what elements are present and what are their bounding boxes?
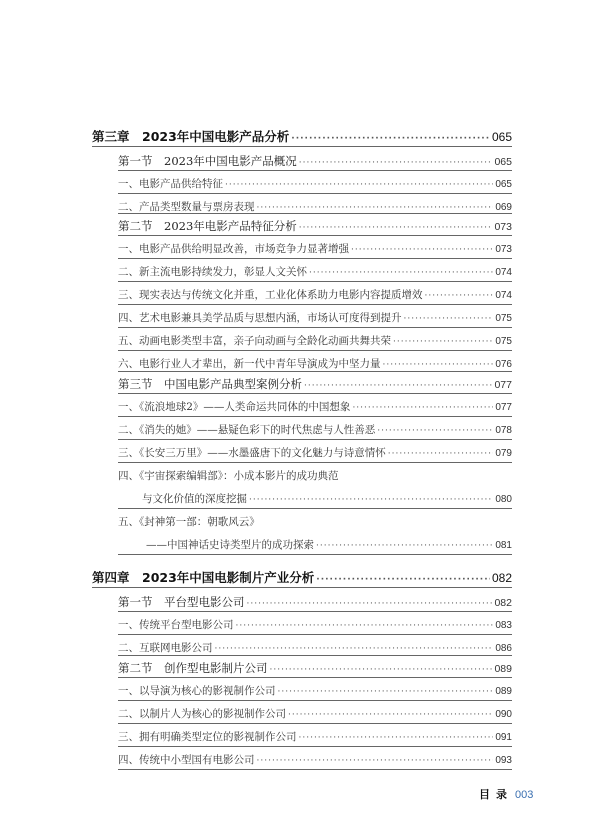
- leader-dots: [249, 495, 493, 505]
- divider: [118, 371, 512, 372]
- divider: [118, 723, 512, 724]
- page-footer: [479, 786, 533, 802]
- item-title: 一、传统平台型电影公司: [118, 619, 234, 631]
- section-title: 第三节 中国电影产品典型案例分析: [118, 377, 302, 391]
- page-number: 074: [495, 267, 512, 278]
- toc-item[interactable]: [118, 356, 512, 371]
- leader-dots: [316, 541, 493, 551]
- page-number: 091: [495, 732, 512, 743]
- leader-dots: [299, 733, 494, 743]
- toc-item[interactable]: [118, 706, 512, 721]
- leader-dots: [351, 245, 493, 255]
- section-title: 第一节 平台型电影公司: [118, 595, 245, 609]
- page-number: 065: [495, 179, 512, 190]
- page-number: 080: [495, 494, 512, 505]
- leader-dots: [304, 381, 492, 391]
- divider: [118, 554, 512, 555]
- toc-item[interactable]: [118, 617, 512, 632]
- leader-dots: [257, 756, 494, 766]
- divider: [118, 769, 512, 770]
- page-number: 090: [495, 709, 512, 720]
- item-title: 二、《消失的她》——悬疑色彩下的时代焦虑与人性善恶: [118, 424, 376, 436]
- item-title: 一、电影产品供给特征: [118, 178, 223, 190]
- toc-item[interactable]: [118, 468, 512, 483]
- toc-item[interactable]: [118, 287, 512, 302]
- item-title: 四、艺术电影兼具美学品质与思想内涵，市场认可度得到提升: [118, 312, 402, 324]
- toc-item-continuation[interactable]: [142, 491, 512, 506]
- toc-item-continuation[interactable]: [146, 537, 512, 552]
- item-title: 三、《长安三万里》——水墨盛唐下的文化魅力与诗意情怀: [118, 447, 386, 459]
- divider: [118, 508, 512, 509]
- leader-dots: [316, 575, 490, 585]
- section-title: 第二节 2023年电影产品特征分析: [118, 219, 297, 233]
- item-title: 五、《封神第一部：朝歌风云》: [118, 516, 260, 528]
- divider: [118, 170, 512, 171]
- divider: [118, 213, 512, 214]
- toc-item[interactable]: [118, 422, 512, 437]
- toc-chapter-3[interactable]: [92, 127, 512, 145]
- toc-item[interactable]: [118, 640, 512, 655]
- divider: [92, 587, 512, 588]
- divider: [118, 700, 512, 701]
- toc-section[interactable]: [118, 660, 512, 676]
- divider: [118, 350, 512, 351]
- toc-item[interactable]: [118, 241, 512, 256]
- section-title: 第一节 2023年中国电影产品概况: [118, 154, 297, 168]
- divider: [118, 634, 512, 635]
- toc-item[interactable]: [118, 310, 512, 325]
- leader-dots: [404, 314, 494, 324]
- page-number: 078: [495, 425, 512, 436]
- toc-item[interactable]: [118, 264, 512, 279]
- leader-dots: [383, 360, 494, 370]
- toc-item[interactable]: [118, 399, 512, 414]
- chapter-title: 第三章 2023年中国电影产品分析: [92, 129, 290, 144]
- divider: [92, 146, 512, 147]
- page-number: 082: [491, 571, 512, 585]
- divider: [118, 327, 512, 328]
- divider: [118, 393, 512, 394]
- chapter-title: 第四章 2023年中国电影制片产业分析: [92, 570, 315, 585]
- item-title: 四、传统中小型国有电影公司: [118, 754, 255, 766]
- toc-item[interactable]: [118, 729, 512, 744]
- page-number: 065: [494, 156, 512, 168]
- page-number: 073: [494, 221, 512, 233]
- page-number: 089: [495, 686, 512, 697]
- leader-dots: [247, 599, 493, 609]
- page-number: 089: [494, 663, 512, 675]
- page-number: 073: [495, 244, 512, 255]
- item-title: 与文化价值的深度挖掘: [142, 493, 247, 505]
- footer-label: 目录: [479, 788, 513, 801]
- divider: [118, 439, 512, 440]
- leader-dots: [225, 180, 493, 190]
- item-title: 四、《宇宙探索编辑部》：小成本影片的成功典范: [118, 470, 339, 482]
- leader-dots: [215, 644, 494, 654]
- page-number: 074: [495, 290, 512, 301]
- divider: [118, 235, 512, 236]
- page-number: 076: [495, 359, 512, 370]
- item-title: 二、产品类型数量与票房表现: [118, 201, 255, 213]
- leader-dots: [352, 403, 493, 413]
- page-number: 077: [495, 402, 512, 413]
- page-number: 075: [495, 336, 512, 347]
- leader-dots: [393, 337, 493, 347]
- leader-dots: [299, 158, 493, 168]
- toc-chapter-4[interactable]: [92, 568, 512, 586]
- divider: [118, 611, 512, 612]
- toc-item[interactable]: [118, 199, 512, 214]
- item-title: 二、互联网电影公司: [118, 642, 213, 654]
- leader-dots: [257, 203, 494, 213]
- page-number: 079: [495, 448, 512, 459]
- divider: [118, 193, 512, 194]
- page-number: 065: [491, 130, 512, 144]
- leader-dots: [270, 665, 493, 675]
- toc-item[interactable]: [118, 445, 512, 460]
- divider: [118, 462, 512, 463]
- divider: [118, 258, 512, 259]
- toc-section[interactable]: [118, 594, 512, 610]
- item-title: 二、以制片人为核心的影视制作公司: [118, 708, 286, 720]
- divider: [118, 677, 512, 678]
- item-title: 一、以导演为核心的影视制作公司: [118, 685, 276, 697]
- leader-dots: [309, 268, 493, 278]
- page-number: 081: [495, 540, 512, 551]
- page-number: 069: [495, 202, 512, 213]
- item-title: 一、《流浪地球2》——人类命运共同体的中国想象: [118, 401, 351, 413]
- toc-item[interactable]: [118, 752, 512, 767]
- leader-dots: [278, 687, 494, 697]
- item-title: 一、电影产品供给明显改善，市场竞争力显著增强: [118, 243, 349, 255]
- toc-item[interactable]: [118, 176, 512, 191]
- divider: [118, 304, 512, 305]
- page-number: 093: [495, 755, 512, 766]
- item-title: 二、新主流电影持续发力，彰显人文关怀: [118, 266, 307, 278]
- page-number: 086: [495, 643, 512, 654]
- item-title: 三、拥有明确类型定位的影视制作公司: [118, 731, 297, 743]
- leader-dots: [288, 710, 493, 720]
- toc-item[interactable]: [118, 333, 512, 348]
- divider: [118, 281, 512, 282]
- divider: [118, 746, 512, 747]
- toc-item[interactable]: [118, 514, 512, 529]
- toc-section[interactable]: [118, 376, 512, 392]
- leader-dots: [425, 291, 494, 301]
- page-number: 075: [495, 313, 512, 324]
- leader-dots: [291, 134, 490, 144]
- leader-dots: [377, 426, 493, 436]
- toc-section[interactable]: [118, 153, 512, 169]
- item-title: 六、电影行业人才辈出，新一代中青年导演成为中坚力量: [118, 358, 381, 370]
- toc-section[interactable]: [118, 218, 512, 234]
- page-number: 077: [494, 379, 512, 391]
- footer-page-number: 003: [515, 789, 534, 801]
- page-number: 083: [495, 620, 512, 631]
- divider: [118, 655, 512, 656]
- leader-dots: [388, 449, 494, 459]
- page-number: 082: [494, 597, 512, 609]
- leader-dots: [299, 223, 493, 233]
- item-title: 三、现实表达与传统文化并重，工业化体系助力电影内容提质增效: [118, 289, 423, 301]
- divider: [118, 416, 512, 417]
- item-title: 五、动画电影类型丰富，亲子向动画与全龄化动画共舞共荣: [118, 335, 391, 347]
- toc-item[interactable]: [118, 683, 512, 698]
- section-title: 第二节 创作型电影制片公司: [118, 661, 268, 675]
- item-title: ——中国神话史诗类型片的成功探索: [146, 539, 314, 551]
- leader-dots: [236, 621, 494, 631]
